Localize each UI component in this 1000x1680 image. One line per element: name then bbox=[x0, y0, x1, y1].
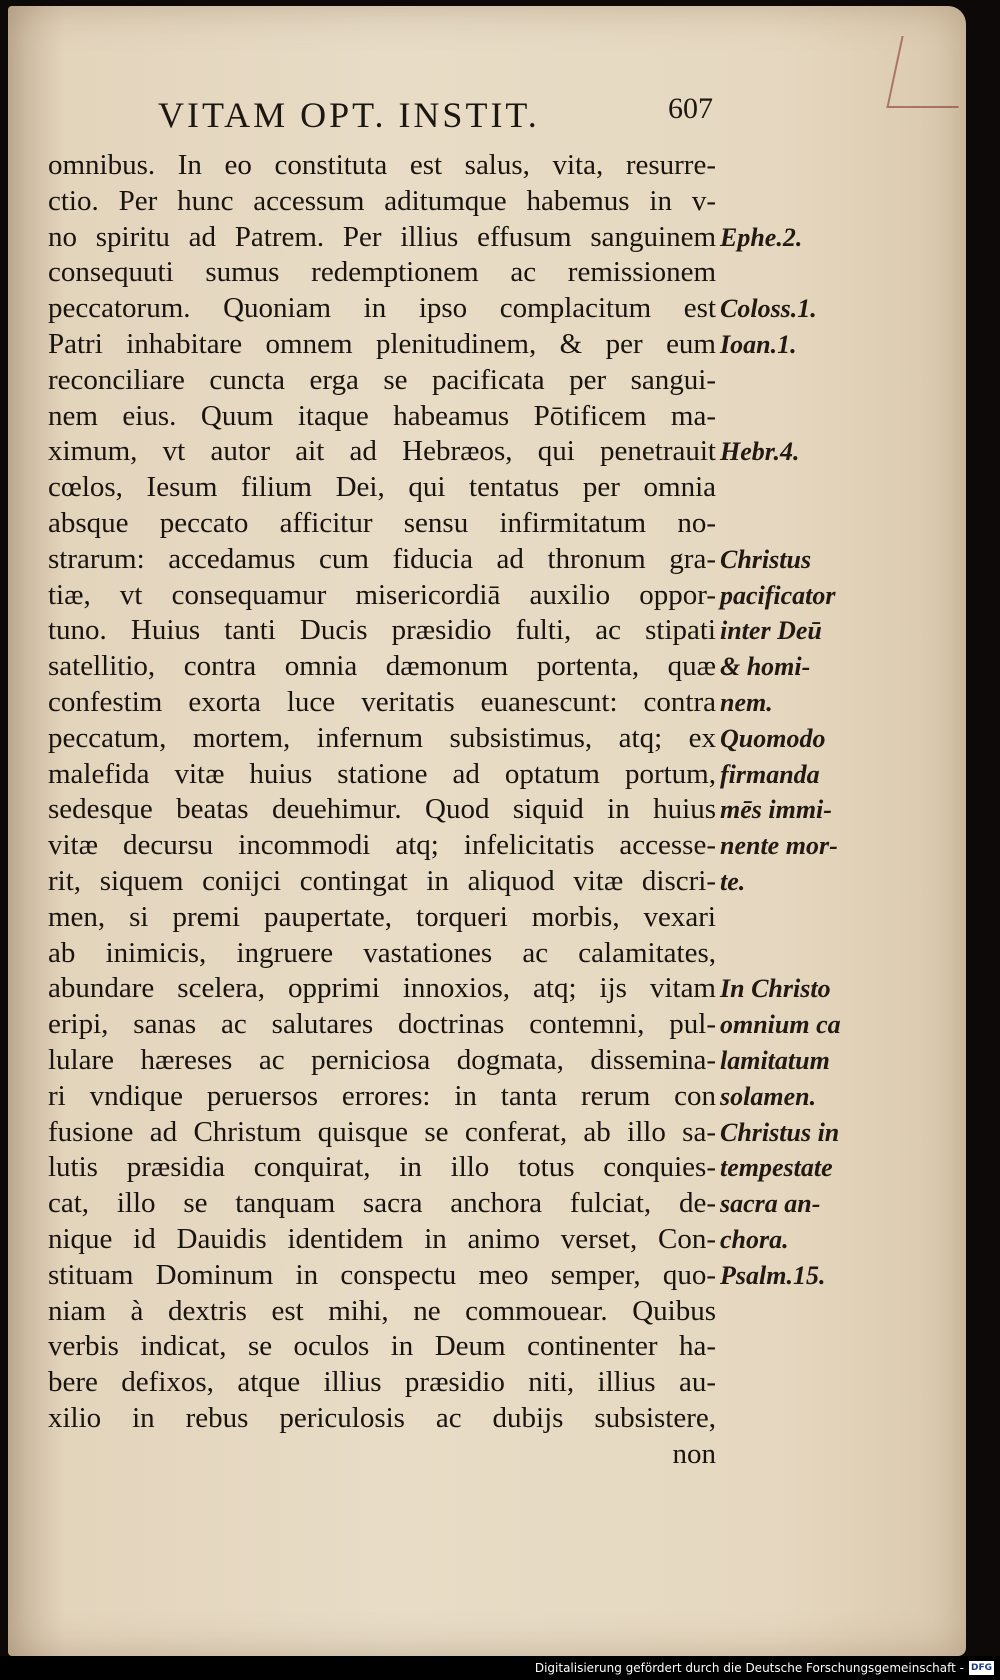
footer-credit: Digitalisierung gefördert durch die Deutsche Forschungsgemeinschaft - bbox=[534, 1661, 964, 1675]
text-line: stituam Dominum in conspectu meo semper, quo- bbox=[48, 1258, 716, 1291]
marginal-note: In Christo bbox=[720, 974, 831, 1004]
text-line: ab inimicis, ingruere vastationes ac calamitates, bbox=[48, 936, 716, 969]
text-line: peccatum, mortem, infernum subsistimus, atq; ex bbox=[48, 721, 716, 754]
marginal-note: Christus in bbox=[720, 1117, 840, 1147]
dfg-logo: DFG bbox=[970, 1663, 992, 1673]
text-line: lutis præsidia conquirat, in illo totus conquies- bbox=[48, 1151, 716, 1184]
marginal-note: inter Deū bbox=[720, 616, 822, 646]
text-line: nem eius. Quum itaque habeamus Pōtificem ma- bbox=[48, 399, 716, 432]
marginal-note: omnium ca bbox=[720, 1010, 841, 1040]
text-line: satellitio, contra omnia dæmonum portenta, quæ bbox=[48, 650, 716, 683]
marginal-note: firmanda bbox=[720, 759, 820, 789]
text-line: niam à dextris est mihi, ne commouear. Quibus bbox=[48, 1294, 716, 1327]
marginal-note: nem. bbox=[720, 688, 773, 717]
text-line: strarum: accedamus cum fiducia ad thronum gra- bbox=[48, 542, 716, 575]
text-line: absque peccato afficitur sensu infirmitatum no- bbox=[48, 506, 716, 539]
text-line: rit, siquem conijci contingat in aliquod vitæ discri- bbox=[48, 864, 716, 897]
text-line: cœlos, Iesum filium Dei, qui tentatus per omnia bbox=[48, 471, 716, 504]
marginal-note: Quomodo bbox=[720, 723, 826, 753]
text-line: fusione ad Christum quisque se conferat, ab illo sa- bbox=[48, 1115, 716, 1148]
text-line: eripi, sanas ac salutares doctrinas contemni, pul- bbox=[48, 1008, 716, 1041]
text-line: abundare scelera, opprimi innoxios, atq; ijs vitam bbox=[48, 972, 716, 1005]
marginal-note: te. bbox=[720, 867, 746, 896]
marginal-note: Ioan.1. bbox=[720, 330, 797, 359]
book-page bbox=[8, 6, 966, 1656]
text-line: nique id Dauidis identidem in animo verset, Con- bbox=[48, 1222, 716, 1255]
marginal-note: & homi- bbox=[720, 652, 811, 682]
text-line: peccatorum. Quoniam in ipso complacitum est bbox=[48, 292, 716, 325]
marginal-note: sacra an- bbox=[720, 1189, 821, 1219]
text-line: tiæ, vt consequamur misericordiā auxilio oppor- bbox=[48, 578, 716, 611]
text-line: sedesque beatas deuehimur. Quod siquid in huius bbox=[48, 793, 716, 826]
marginal-note: Psalm.15. bbox=[720, 1260, 826, 1290]
text-line: ctio. Per hunc accessum aditumque habemus in v- bbox=[48, 184, 716, 217]
digitization-footer bbox=[0, 1656, 1000, 1680]
marginal-note: Hebr.4. bbox=[720, 437, 800, 467]
running-head: VITAM OPT. INSTIT. bbox=[158, 95, 540, 135]
folded-corner bbox=[886, 36, 973, 108]
text-line: bere defixos, atque illius præsidio niti, illius au- bbox=[48, 1366, 716, 1399]
marginal-note: lamitatum bbox=[720, 1046, 830, 1075]
text-line: Patri inhabitare omnem plenitudinem, & per eum bbox=[48, 327, 716, 360]
text-line: men, si premi paupertate, torqueri morbis, vexari bbox=[48, 900, 716, 933]
marginal-note: pacificator bbox=[720, 580, 836, 610]
marginal-note: solamen. bbox=[720, 1081, 817, 1111]
text-line: non bbox=[672, 1437, 716, 1470]
text-line: omnibus. In eo constituta est salus, vita, resurre- bbox=[48, 149, 716, 181]
text-line: reconciliare cuncta erga se pacificata per sangui- bbox=[48, 363, 716, 396]
marginal-note: Christus bbox=[720, 544, 812, 574]
text-line: ximum, vt autor ait ad Hebræos, qui penetrauit bbox=[48, 435, 716, 468]
text-line: lulare hæreses ac perniciosa dogmata, dissemina- bbox=[48, 1043, 716, 1076]
text-line: verbis indicat, se oculos in Deum continenter ha- bbox=[48, 1330, 716, 1363]
marginal-note: Ephe.2. bbox=[720, 222, 803, 252]
body-text bbox=[48, 148, 716, 1472]
text-line: cat, illo se tanquam sacra anchora fulciat, de- bbox=[48, 1187, 716, 1220]
marginal-note: mēs immi- bbox=[720, 795, 832, 825]
text-line: xilio in rebus periculosis ac dubijs subsistere, bbox=[48, 1401, 716, 1434]
text-line: consequuti sumus redemptionem ac remissionem bbox=[48, 256, 716, 289]
text-line: vitæ decursu incommodi atq; infelicitatis accesse- bbox=[48, 829, 716, 862]
marginal-note: chora. bbox=[720, 1225, 789, 1254]
text-line: malefida vitæ huius statione ad optatum portum, bbox=[48, 757, 716, 790]
marginal-note: Coloss.1. bbox=[720, 294, 817, 324]
text-line: confestim exorta luce veritatis euanescunt: contra bbox=[48, 685, 716, 718]
text-line: no spiritu ad Patrem. Per illius effusum sanguinem bbox=[48, 220, 716, 253]
page-number: 607 bbox=[668, 92, 713, 125]
text-line: ri vndique peruersos errores: in tanta rerum con bbox=[48, 1079, 716, 1112]
marginal-note: tempestate bbox=[720, 1153, 833, 1183]
text-line: tuno. Huius tanti Ducis præsidio fulti, ac stipati bbox=[48, 614, 716, 647]
marginal-note: nente mor- bbox=[720, 831, 838, 861]
